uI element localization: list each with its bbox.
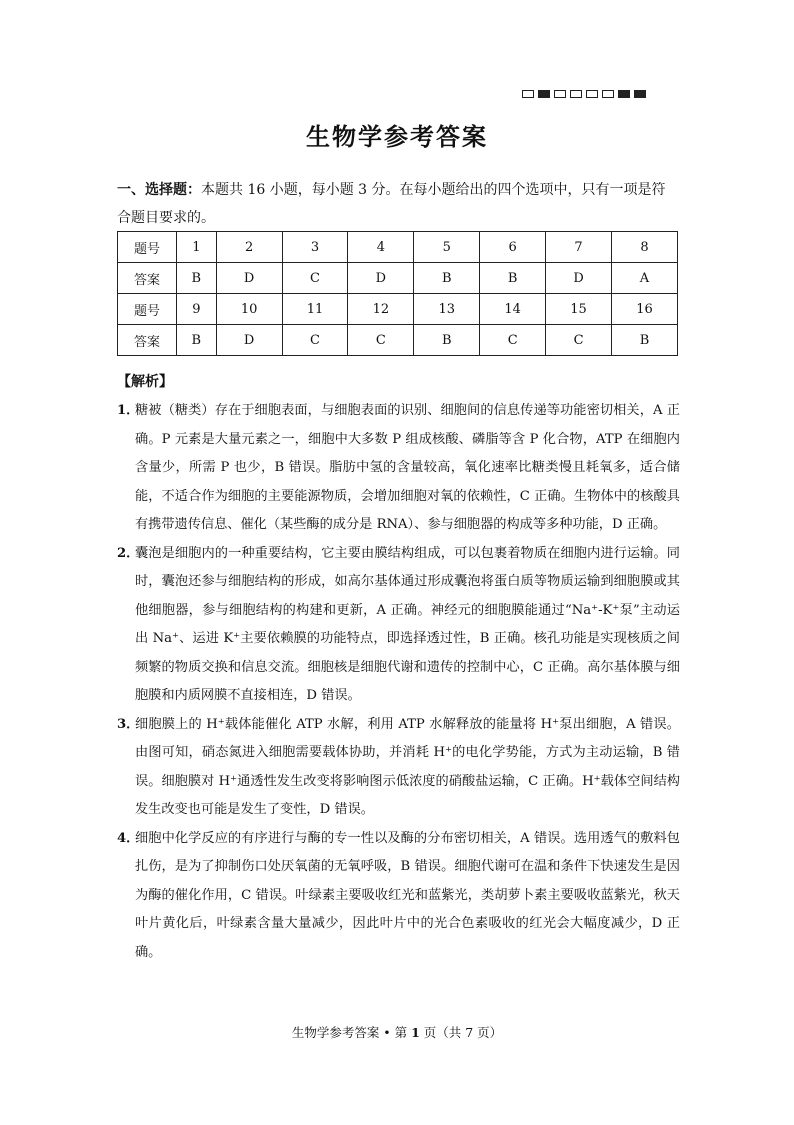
table-cell: 14 [480, 294, 546, 325]
analysis-item [117, 825, 680, 968]
table-cell: 12 [348, 294, 414, 325]
item-number: 4． [117, 830, 140, 846]
row-label: 题号 [118, 294, 177, 325]
table-cell: D [216, 263, 282, 294]
page-footer [0, 1023, 794, 1041]
footer-prefix: 生物学参考答案 • 第 [291, 1025, 412, 1040]
item-text: 糖被（糖类）存在于细胞表面，与细胞表面的识别、细胞间的信息传递等功能密切相关，A 正确。P 元素是大量元素之一，细胞中大多数 P 组成核酸、磷脂等含 P 化合物，ATP 在细胞内含量少，所需 P 也少，B 错误。脂肪中氢的含量较高，氧化速率比糖类慢且耗氧多，适合储能，不适合作为细胞的主要能源物质，会增加细胞对氧的依赖性，C 正确。生物体中的核酸具有携带遗传信息、催化（某些酶的成分是 RNA）、参与细胞器的构成等多种功能，D 正确。 [135, 403, 680, 532]
table-cell: D [546, 263, 612, 294]
item-text: 细胞中化学反应的有序进行与酶的专一性以及酶的分布密切相关，A 错误。选用透气的敷料包扎伤，是为了抑制伤口处厌氧菌的无氧呼吸，B 错误。细胞代谢可在温和条件下快速发生是因为酶的催化作用，C 错误。叶绿素主要吸收红光和蓝紫光，类胡萝卜素主要吸收蓝紫光，秋天叶片黄化后，叶绿素含量大量减少，因此叶片中的光合色素吸收的红光会大幅度减少，D 正确。 [135, 830, 680, 960]
analysis-item [117, 397, 680, 540]
section-lead: 一、选择题： [117, 182, 201, 198]
corner-mark [634, 90, 646, 98]
corner-mark [586, 90, 598, 98]
table-cell: 4 [348, 232, 414, 263]
table-cell: 6 [480, 232, 546, 263]
analysis-item [117, 540, 680, 711]
corner-mark [602, 90, 614, 98]
item-number: 2． [117, 545, 140, 561]
table-cell: 2 [216, 232, 282, 263]
corner-mark [618, 90, 630, 98]
table-cell: 10 [216, 294, 282, 325]
table-cell: A [612, 263, 678, 294]
item-text: 囊泡是细胞内的一种重要结构，它主要由膜结构组成，可以包裹着物质在细胞内进行运输。同时，囊泡还参与细胞结构的形成，如高尔基体通过形成囊泡将蛋白质等物质运输到细胞膜或其他细胞器，参与细胞结构的构建和更新，A 正确。神经元的细胞膜能通过“Na⁺-K⁺泵”主动运出 Na⁺、运进 K⁺主要依赖膜的功能特点，即选择透过性，B 正确。核孔功能是实现核质之间频繁的物质交换和信息交流。细胞核是细胞代谢和遗传的控制中心，C 正确。高尔基体膜与细胞膜和内质网膜不直接相连，D 错误。 [135, 545, 680, 703]
table-cell: D [348, 263, 414, 294]
section-heading [117, 176, 677, 232]
table-cell: 1 [177, 232, 217, 263]
corner-mark [522, 90, 534, 98]
table-cell: 9 [177, 294, 217, 325]
row-label: 答案 [118, 263, 177, 294]
corner-marks [522, 90, 646, 100]
table-cell: B [480, 263, 546, 294]
table-cell: D [216, 325, 282, 356]
footer-page-number: 1 [411, 1025, 420, 1040]
table-cell: B [612, 325, 678, 356]
table-cell: 7 [546, 232, 612, 263]
table-cell: B [414, 263, 480, 294]
table-row [118, 232, 678, 263]
table-cell: 5 [414, 232, 480, 263]
analysis-item [117, 711, 680, 825]
table-cell: 11 [282, 294, 348, 325]
corner-mark [538, 90, 550, 98]
row-label: 答案 [118, 325, 177, 356]
table-cell: C [546, 325, 612, 356]
table-cell: C [480, 325, 546, 356]
corner-mark [554, 90, 566, 98]
table-cell: B [177, 263, 217, 294]
item-number: 1． [117, 403, 140, 418]
table-cell: 16 [612, 294, 678, 325]
table-cell: 15 [546, 294, 612, 325]
table-row [118, 294, 678, 325]
table-cell: 8 [612, 232, 678, 263]
table-cell: 3 [282, 232, 348, 263]
analysis-list [117, 397, 680, 967]
item-number: 3． [117, 716, 140, 732]
table-cell: B [414, 325, 480, 356]
table-row [118, 263, 678, 294]
row-label: 题号 [118, 232, 177, 263]
table-cell: C [282, 325, 348, 356]
footer-suffix: 页（共 7 页） [419, 1025, 503, 1040]
answer-table [117, 231, 678, 356]
analysis-heading: 【解析】 [117, 374, 173, 390]
table-cell: C [348, 325, 414, 356]
page-title: 生物学参考答案 [306, 123, 488, 151]
corner-mark [570, 90, 582, 98]
table-cell: B [177, 325, 217, 356]
table-cell: 13 [414, 294, 480, 325]
item-text: 细胞膜上的 H⁺载体能催化 ATP 水解，利用 ATP 水解释放的能量将 H⁺泵出细胞，A 错误。由图可知，硝态氮进入细胞需要载体协助，并消耗 H⁺的电化学势能，方式为主动运输，B 错误。细胞膜对 H⁺通透性发生改变将影响图示低浓度的硝酸盐运输，C 正确。H⁺载体空间结构发生改变也可能是发生了变性，D 错误。 [135, 716, 680, 817]
table-cell: C [282, 263, 348, 294]
table-row [118, 325, 678, 356]
section-text: 本题共 16 小题，每小题 3 分。在每小题给出的四个选项中，只有一项是符合题目要求的。 [117, 182, 666, 226]
